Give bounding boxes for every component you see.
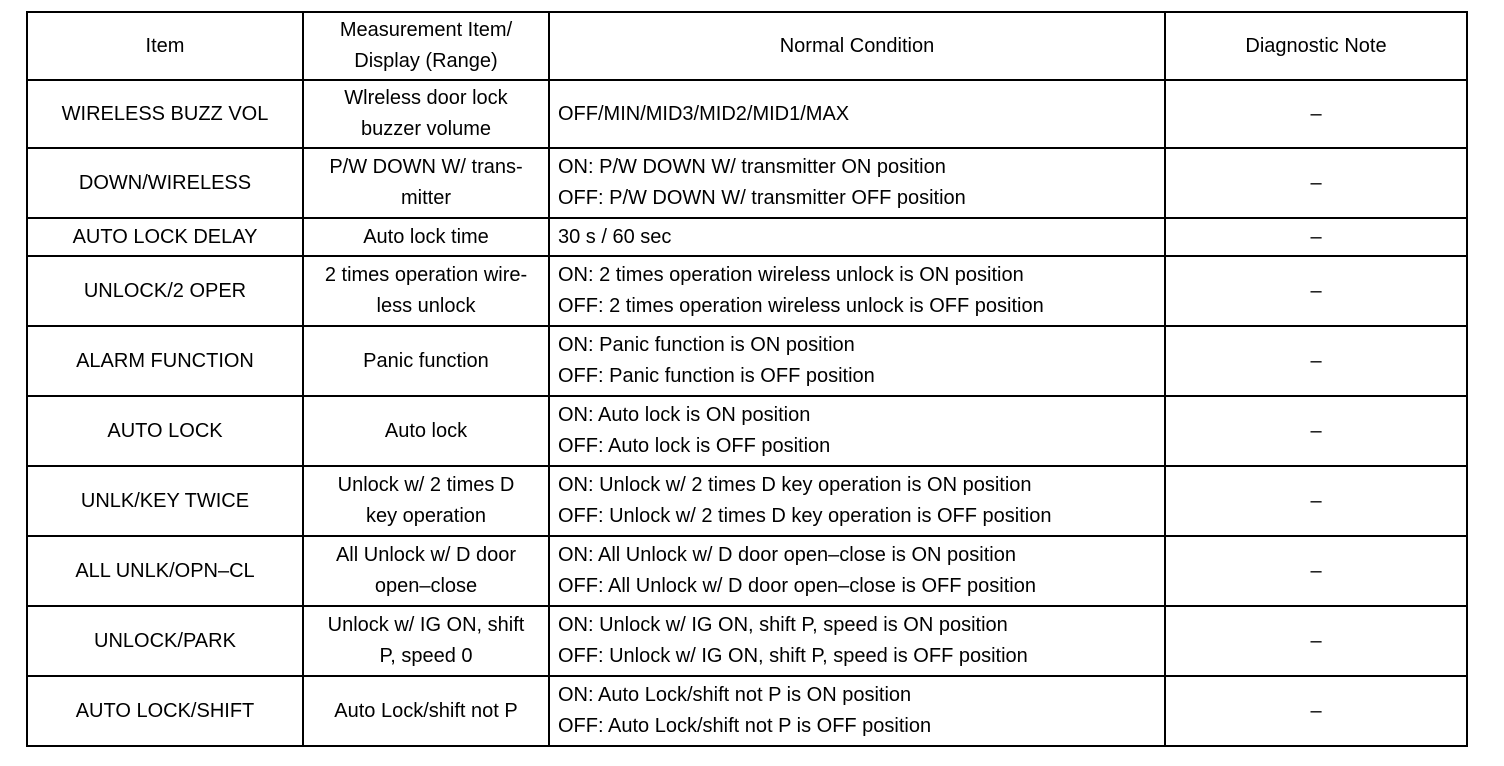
diagnostic-note-cell: – (1165, 466, 1467, 536)
measurement-line: less unlock (376, 295, 476, 317)
table-body (27, 80, 1467, 746)
measurement-line: open–close (374, 575, 478, 597)
measurement-cell (303, 536, 549, 606)
measurement-line: Unlock w/ IG ON, shift (327, 614, 525, 636)
condition-line: OFF/MIN/MID3/MID2/MID1/MAX (558, 102, 850, 125)
item-cell: ALARM FUNCTION (27, 326, 303, 396)
diagnostic-note-cell: – (1165, 80, 1467, 148)
table-row (27, 536, 1467, 606)
condition-line: ON: Unlock w/ IG ON, shift P, speed is ON position (558, 614, 1008, 636)
condition-line: OFF: Unlock w/ IG ON, shift P, speed is OFF position (558, 645, 1028, 667)
measurement-cell (303, 466, 549, 536)
measurement-cell (303, 676, 549, 746)
item-cell: WIRELESS BUZZ VOL (27, 80, 303, 148)
diagnostic-note-cell: – (1165, 326, 1467, 396)
measurement-line: Auto Lock/shift not P (334, 699, 518, 722)
condition-line: ON: 2 times operation wireless unlock is ON position (558, 264, 1024, 286)
item-cell: AUTO LOCK/SHIFT (27, 676, 303, 746)
measurement-line: P, speed 0 (379, 645, 473, 667)
condition-cell (549, 218, 1165, 256)
table-row (27, 148, 1467, 218)
diagnostic-note-cell: – (1165, 218, 1467, 256)
measurement-cell (303, 606, 549, 676)
table-row (27, 256, 1467, 326)
condition-line: OFF: Auto lock is OFF position (558, 435, 831, 457)
condition-line: ON: Auto Lock/shift not P is ON position (558, 684, 912, 706)
condition-line: ON: P/W DOWN W/ transmitter ON position (558, 156, 946, 178)
diagnostic-note-cell: – (1165, 536, 1467, 606)
diagnostic-note-cell: – (1165, 256, 1467, 326)
diagnostic-note-cell: – (1165, 676, 1467, 746)
condition-line: OFF: 2 times operation wireless unlock is OFF position (558, 295, 1044, 317)
item-cell: DOWN/WIRELESS (27, 148, 303, 218)
condition-line: OFF: P/W DOWN W/ transmitter OFF position (558, 187, 966, 209)
measurement-line: buzzer volume (360, 118, 492, 140)
condition-line: OFF: Panic function is OFF position (558, 365, 875, 387)
condition-cell (549, 326, 1165, 396)
header-item: Item (27, 12, 303, 80)
measurement-line: Panic function (363, 349, 489, 372)
condition-line: 30 s / 60 sec (558, 225, 672, 248)
table-row (27, 396, 1467, 466)
table-row (27, 326, 1467, 396)
condition-cell (549, 676, 1165, 746)
table-row (27, 466, 1467, 536)
measurement-line: Wlreless door lock (344, 87, 508, 109)
header-diagnostic-note: Diagnostic Note (1165, 12, 1467, 80)
measurement-line: Unlock w/ 2 times D (337, 474, 515, 496)
diagnostic-note-cell: – (1165, 396, 1467, 466)
item-cell: UNLOCK/PARK (27, 606, 303, 676)
condition-cell (549, 80, 1165, 148)
condition-line: OFF: Unlock w/ 2 times D key operation is OFF position (558, 505, 1052, 527)
measurement-cell (303, 80, 549, 148)
measurement-cell (303, 396, 549, 466)
item-cell: UNLK/KEY TWICE (27, 466, 303, 536)
measurement-line: 2 times operation wire- (324, 264, 528, 286)
table-header (27, 12, 1467, 80)
measurement-line: key operation (365, 505, 487, 527)
condition-cell (549, 256, 1165, 326)
condition-cell (549, 466, 1165, 536)
diagnostic-note-cell: – (1165, 606, 1467, 676)
header-measurement (303, 12, 549, 80)
condition-line: ON: Auto lock is ON position (558, 404, 811, 426)
item-cell: AUTO LOCK (27, 396, 303, 466)
table-row (27, 676, 1467, 746)
header-normal-condition: Normal Condition (549, 12, 1165, 80)
measurement-cell (303, 256, 549, 326)
header-row (27, 12, 1467, 80)
measurement-line: All Unlock w/ D door (335, 544, 517, 566)
condition-line: OFF: All Unlock w/ D door open–close is OFF position (558, 575, 1036, 597)
item-cell: AUTO LOCK DELAY (27, 218, 303, 256)
diagnostic-table (26, 11, 1468, 747)
table-row (27, 80, 1467, 148)
condition-cell (549, 396, 1165, 466)
measurement-line: Auto lock time (363, 225, 489, 248)
measurement-line: mitter (401, 187, 451, 209)
header-measurement-line1: Measurement Item/ (339, 19, 513, 41)
diagnostic-note-cell: – (1165, 148, 1467, 218)
condition-line: ON: Unlock w/ 2 times D key operation is ON position (558, 474, 1032, 496)
measurement-cell (303, 326, 549, 396)
header-measurement-line2: Display (Range) (354, 50, 498, 72)
item-cell: ALL UNLK/OPN–CL (27, 536, 303, 606)
measurement-line: Auto lock (384, 419, 468, 442)
condition-cell (549, 148, 1165, 218)
condition-cell (549, 536, 1165, 606)
measurement-line: P/W DOWN W/ trans- (329, 156, 523, 178)
condition-line: ON: Panic function is ON position (558, 334, 855, 356)
table-row (27, 606, 1467, 676)
table-row (27, 218, 1467, 256)
condition-line: OFF: Auto Lock/shift not P is OFF position (558, 715, 932, 737)
condition-cell (549, 606, 1165, 676)
measurement-cell (303, 148, 549, 218)
item-cell: UNLOCK/2 OPER (27, 256, 303, 326)
condition-line: ON: All Unlock w/ D door open–close is ON position (558, 544, 1016, 566)
measurement-cell (303, 218, 549, 256)
